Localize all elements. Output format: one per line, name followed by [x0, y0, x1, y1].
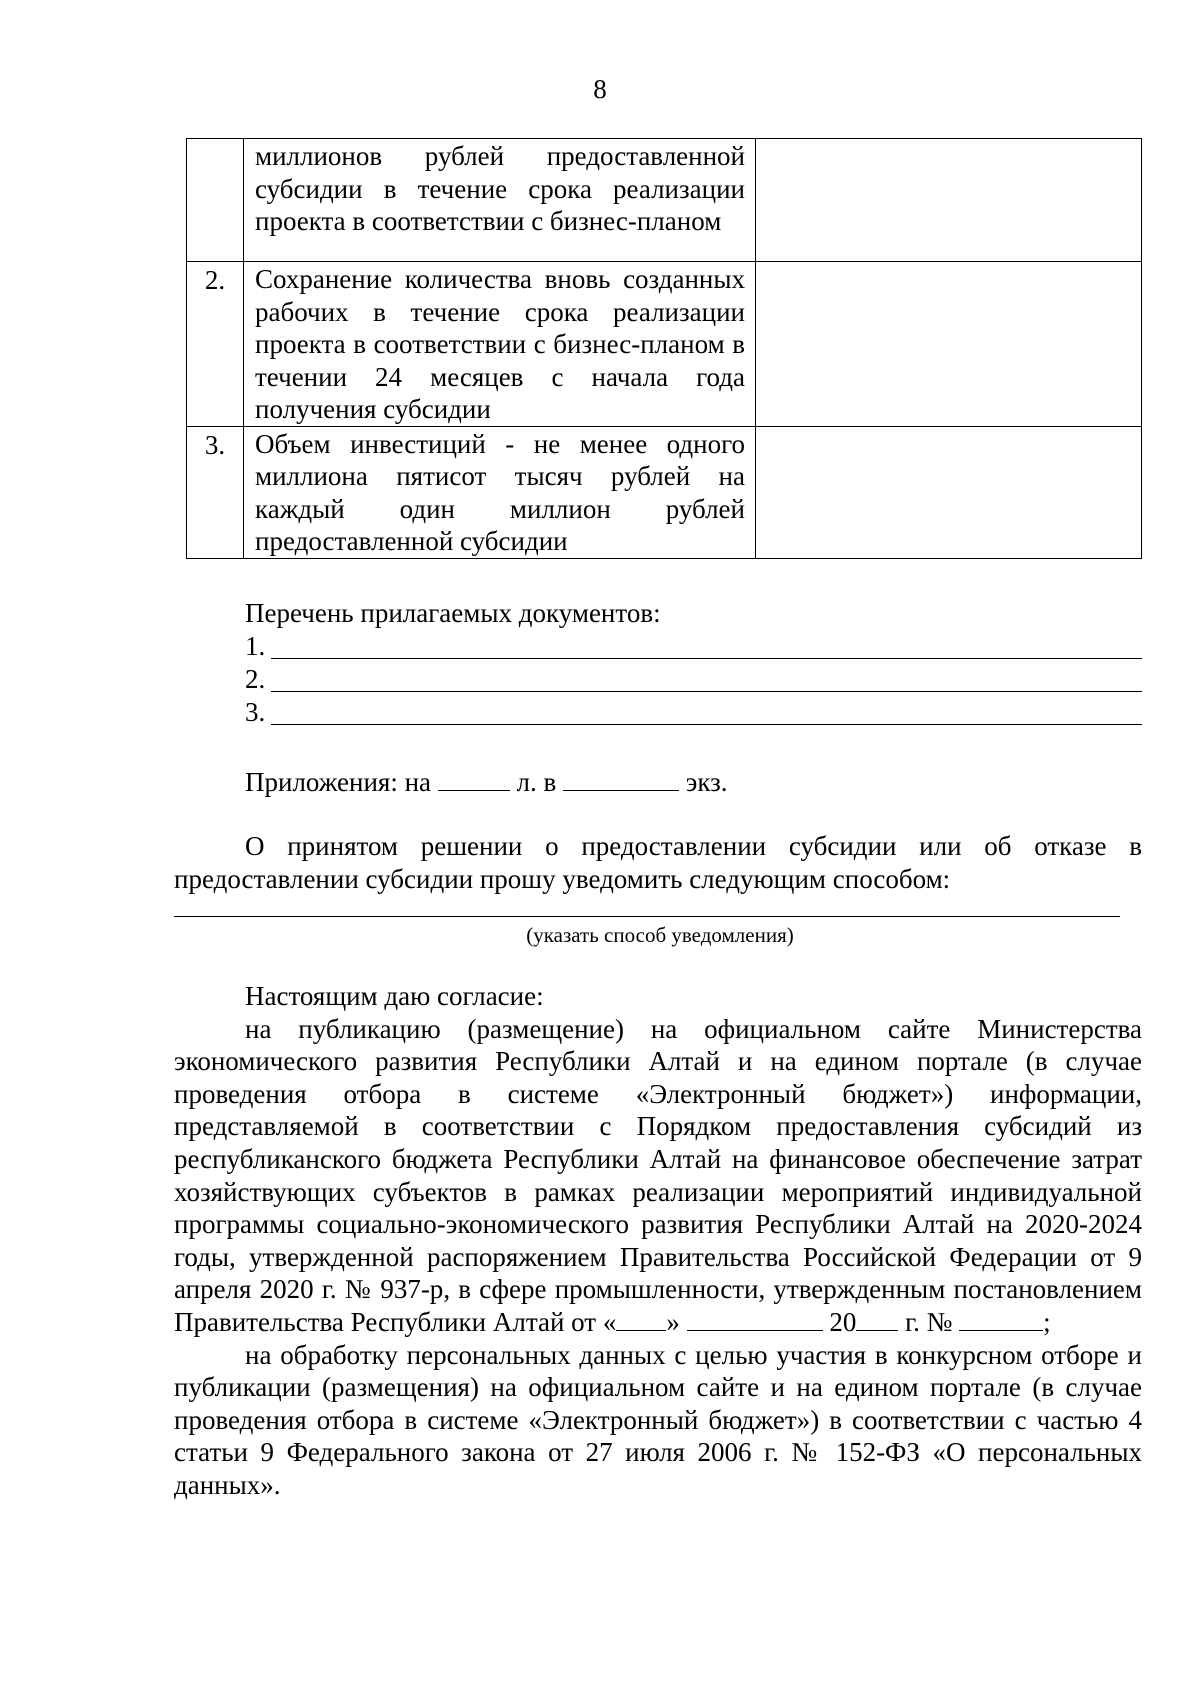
table-row: [187, 262, 1142, 427]
table-row: [187, 426, 1142, 558]
table-row: [187, 139, 1142, 262]
consent-intro: Настоящим даю согласие:: [245, 981, 544, 1011]
document-item-number: 3.: [245, 697, 266, 727]
row-number: [187, 139, 244, 262]
row-number: 3.: [187, 426, 244, 558]
date-year-prefix: 20: [829, 1306, 857, 1337]
attachments-prefix: Приложения: на: [245, 767, 432, 797]
attachments-line: [245, 766, 728, 799]
notification-caption: (указать способ уведомления): [526, 923, 794, 947]
date-end: ;: [1043, 1306, 1051, 1337]
document-item-field[interactable]: [271, 632, 1142, 659]
row-number: 2.: [187, 262, 244, 427]
page-number: 8: [593, 74, 607, 104]
document-item-number: 1.: [245, 631, 266, 661]
date-number-label: г. №: [905, 1306, 953, 1337]
date-day-field[interactable]: [616, 1306, 666, 1331]
notification-paragraph: [174, 830, 1142, 895]
notification-method-field[interactable]: [174, 916, 1120, 917]
attachments-copies-field[interactable]: [563, 766, 679, 791]
row-indicator-text: Сохранение количества вновь созданных рабочих в течение срока реализации проекта в соответствии с бизнес-планом в течении 24 месяцев с начала года получения субсидии: [244, 262, 756, 427]
indicators-table: [186, 138, 1142, 559]
document-item: [245, 696, 1142, 729]
consent-publication-text: на публикацию (размещение) на официальном сайте Министерства экономического развития Республики Алтай и на едином портале (в случае проведения отбора в системе «Электронный бюджет») информации, представляемой в соответствии с Порядком предоставления субсидий из республиканского бюджета Республики Алтай на финансовое обеспечение затрат хозяйствующих субъектов в рамках реализации мероприятий индивидуальной программы социально-экономического развития Республики Алтай на 2020-2024 годы, утвержденной распоряжением Правительства Российской Федерации от 9 апреля 2020 г. № 937-р, в сфере промышленности, утвержденным постановлением Правительства Республики Алтай от «: [174, 1013, 1142, 1337]
notification-text: О принятом решении о предоставлении субсидии или об отказе в предоставлении субсидии прошу уведомить следующим способом:: [174, 831, 1142, 894]
row-value-cell[interactable]: [756, 139, 1142, 262]
attachments-suffix: экз.: [685, 767, 728, 797]
date-year-field[interactable]: [856, 1306, 898, 1331]
attachments-pages-field[interactable]: [438, 766, 510, 791]
document-item-field[interactable]: [271, 665, 1142, 692]
attachments-middle: л. в: [516, 767, 557, 797]
row-indicator-text: Объем инвестиций - не менее одного миллиона пятисот тысяч рублей на каждый один миллион рублей предоставленной субсидии: [244, 426, 756, 558]
row-value-cell[interactable]: [756, 262, 1142, 427]
document-item-number: 2.: [245, 664, 266, 694]
documents-heading: Перечень прилагаемых документов:: [245, 598, 661, 628]
document-item: [245, 630, 1142, 663]
consent-processing: на обработку персональных данных с целью участия в конкурсном отборе и публикации (размещения) на официальном сайте и на едином портале (в случае проведения отбора в системе «Электронный бюджет») в соответствии с частью 4 статьи 9 Федерального закона от 27 июля 2006 г. № 152-ФЗ «О персональных данных».: [174, 1339, 1142, 1500]
date-month-field[interactable]: [687, 1306, 823, 1331]
consent-publication: [174, 1013, 1142, 1339]
row-indicator-text: миллионов рублей предоставленной субсидии в течение срока реализации проекта в соответствии с бизнес-планом: [244, 139, 756, 262]
row-value-cell[interactable]: [756, 426, 1142, 558]
consent-section: [174, 980, 1142, 1502]
consent-publication-close: »: [666, 1306, 680, 1337]
document-item-field[interactable]: [271, 698, 1142, 725]
document-item: [245, 663, 1142, 696]
resolution-number-field[interactable]: [959, 1306, 1043, 1331]
